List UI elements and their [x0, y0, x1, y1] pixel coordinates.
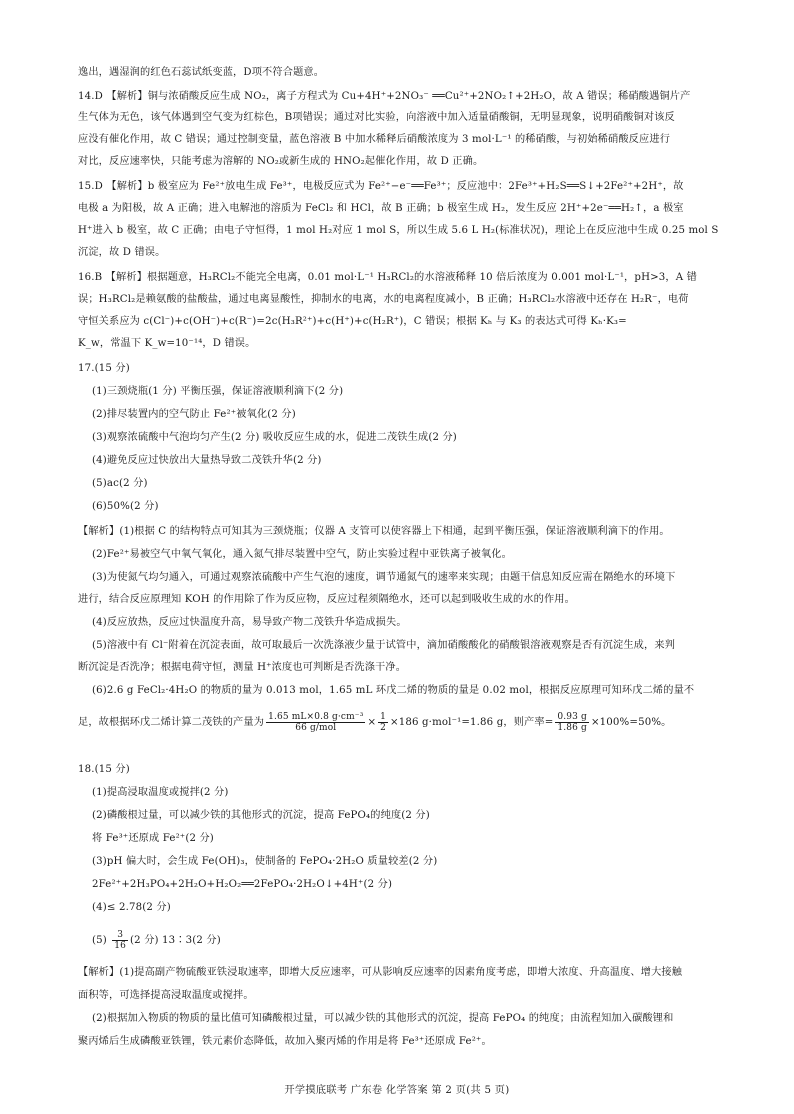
text-line: 聚丙烯后生成磷酸亚铁锂，铁元素价态降低，故加入聚丙烯的作用是将 Fe³⁺还原成 Fe²⁺。 [78, 1036, 492, 1047]
fraction: $\frac{\text{1.65 mL×0.8 g·cm⁻³}}{\text{66 g/mol}}$ [268, 711, 364, 733]
text-line: 生气体为无色，该气体遇到空气变为红棕色，B项错误；通过对比实验，向溶液中加入适量硝酸铜，无明显现象，说明硝酸铜对该反 [78, 112, 675, 123]
yield-formula-line: 足，故根据环戊二烯计算二茂铁的产量为 $\frac{\text{1.65 mL×0.8 g·cm⁻³}}{\text{66 g/mol}}$ × $\frac{1}{2}$ ×186 g·mol⁻¹=1.86 g，则产率= $\frac{0.93 g}{1.86 g}$ ×100%=50%。 [78, 711, 672, 733]
text-line: 进行，结合反应原理知 KOH 的作用除了作为反应物，反应过程须隔绝水，还可以起到吸收生成的水的作用。 [78, 594, 575, 605]
text-line: 断沉淀是否洗净；根据电荷守恒，测量 H⁺浓度也可判断是否洗涤干净。 [78, 662, 407, 673]
answer-18-4: (4)≤ 2.78(2 分) [92, 902, 171, 913]
answer-17-3: (3)观察浓硫酸中气泡均匀产生(2 分) 吸收反应生成的水，促进二茂铁生成(2 分) [92, 432, 457, 443]
answer-18-2: (2)磷酸根过量，可以减少铁的其他形式的沉淀，提高 FePO₄的纯度(2 分) [92, 810, 430, 821]
text-line: H⁺进入 b 极室，故 C 正确；由电子守恒得，1 mol H₂对应 1 mol S，所以生成 5.6 L H₂(标准状况)，理论上在反应池中生成 0.25 mol S [78, 225, 718, 236]
analysis-18-2: (2)根据加入物质的物质的量比值可知磷酸根过量，可以减少铁的其他形式的沉淀，提高 FePO₄ 的纯度；由流程知加入碳酸锂和 [92, 1013, 674, 1024]
answer-17-4: (4)避免反应过快放出大量热导致二茂铁升华(2 分) [92, 455, 322, 466]
text-line: 沉淀，故 D 错误。 [78, 247, 166, 258]
question-18-heading: 18.(15 分) [78, 764, 130, 775]
text-line: 对比，反应速率快，只能考虑为溶解的 NO₂或新生成的 HNO₂起催化作用，故 D 正确。 [78, 156, 484, 167]
text-line: 逸出，遇湿润的红色石蕊试纸变蓝，D项不符合题意。 [78, 67, 325, 78]
analysis-17-4: (4)反应放热，反应过快温度升高，易导致产物二茂铁升华造成损失。 [92, 617, 407, 628]
text-line: K_w，常温下 K_w=10⁻¹⁴，D 错误。 [78, 338, 256, 349]
text-line: 守恒关系应为 c(Cl⁻)+c(OH⁻)+c(R⁻)=2c(H₃R²⁺)+c(H⁺)+c(H₂R⁺)，C 错误；根据 Kₕ 与 K₃ 的表达式可得 Kₕ·K₃= [78, 316, 627, 327]
analysis-17-5: (5)溶液中有 Cl⁻附着在沉淀表面，故可取最后一次洗涤液少量于试管中，滴加硝酸酸化的硝酸银溶液观察是否有沉淀生成，来判 [92, 640, 676, 651]
page-footer: 开学摸底联考 广东卷 化学答案 第 2 页(共 5 页) [284, 1085, 510, 1096]
analysis-17-1: 【解析】(1)根据 C 的结构特点可知其为三颈烧瓶；仪器 A 支管可以使容器上下相通，起到平衡压强，保证溶液顺利滴下的作用。 [78, 526, 670, 537]
yield-prefix: 足，故根据环戊二烯计算二茂铁的产量为 [78, 717, 265, 728]
answer-17-2: (2)排尽装置内的空气防止 Fe²⁺被氧化(2 分) [92, 409, 296, 420]
analysis-17-2: (2)Fe²⁺易被空气中氧气氧化，通入氮气排尽装置中空气，防止实验过程中亚铁离子被氧化。 [92, 549, 512, 560]
answer-18-3: (3)pH 偏大时，会生成 Fe(OH)₃，使制备的 FePO₄·2H₂O 质量较差(2 分) [92, 856, 438, 867]
text-line: 电极 a 为阳极，故 A 正确；进入电解池的溶质为 FeCl₂ 和 HCl，故 B 正确；b 极室生成 H₂，发生反应 2H⁺+2e⁻══H₂↑，a 极室 [78, 203, 684, 214]
text-line: 应没有催化作用，故 C 错误；通过控制变量，蓝色溶液 B 中加水稀释后硝酸浓度为 3 mol·L⁻¹ 的稀硝酸，与初始稀硝酸反应进行 [78, 134, 671, 145]
answer-16-line: 16.B 【解析】根据题意，H₃RCl₂不能完全电离，0.01 mol·L⁻¹ H₃RCl₂的水溶液稀释 10 倍后浓度为 0.001 mol·L⁻¹，pH>3，A 错 [78, 272, 697, 283]
analysis-17-6: (6)2.6 g FeCl₂·4H₂O 的物质的量为 0.013 mol，1.65 mL 环戊二烯的物质的量是 0.02 mol，根据反应原理可知环戊二烯的量不 [92, 685, 695, 696]
answer-18-5: (5) $\frac{3}{16}$ (2 分) 13∶3(2 分) [92, 929, 221, 951]
analysis-17-3: (3)为使氮气均匀通入，可通过观察浓硫酸中产生气泡的速度，调节通氮气的速率来实现；由题干信息知反应需在隔绝水的环境下 [92, 572, 676, 583]
answer-18-2b: 将 Fe³⁺还原成 Fe²⁺(2 分) [92, 833, 214, 844]
answer-15-line: 15.D 【解析】b 极室应为 Fe²⁺放电生成 Fe³⁺，电极反应式为 Fe²⁺−e⁻══Fe³⁺；反应池中：2Fe³⁺+H₂S══S↓+2Fe²⁺+2H⁺，故 [78, 181, 684, 192]
analysis-18-1: 【解析】(1)提高副产物硫酸亚铁浸取速率，即增大反应速率，可从影响反应速率的因素角度考虑，即增大浓度、升高温度、增大接触 [78, 967, 683, 978]
fraction: $\frac{1}{2}$ [380, 711, 387, 733]
answer-17-6: (6)50%(2 分) [92, 501, 159, 512]
answer-17-5: (5)ac(2 分) [92, 478, 148, 489]
answer-17-1: (1)三颈烧瓶(1 分) 平衡压强，保证溶液顺利滴下(2 分) [92, 386, 344, 397]
text-line: 面积等，可选择提高浸取温度或搅拌。 [78, 990, 254, 1001]
text-line: 误；H₃RCl₂是赖氨酸的盐酸盐，通过电离显酸性，抑制水的电离，水的电离程度减小，B 正确；H₃RCl₂水溶液中还存在 H₂R⁻，电荷 [78, 294, 689, 305]
answer-14-line: 14.D 【解析】铜与浓硝酸反应生成 NO₂，离子方程式为 Cu+4H⁺+2NO₃⁻ ══Cu²⁺+2NO₂↑+2H₂O，故 A 错误；稀硝酸遇铜片产 [78, 91, 691, 102]
fraction: $\frac{0.93 g}{1.86 g}$ [557, 711, 587, 733]
answer-18-1: (1)提高浸取温度或搅拌(2 分) [92, 787, 229, 798]
answer-18-3b: 2Fe²⁺+2H₃PO₄+2H₂O+H₂O₂══2FePO₄·2H₂O↓+4H⁺(2 分) [92, 879, 393, 890]
question-17-heading: 17.(15 分) [78, 363, 130, 374]
fraction: $\frac{3}{16}$ [114, 929, 127, 951]
